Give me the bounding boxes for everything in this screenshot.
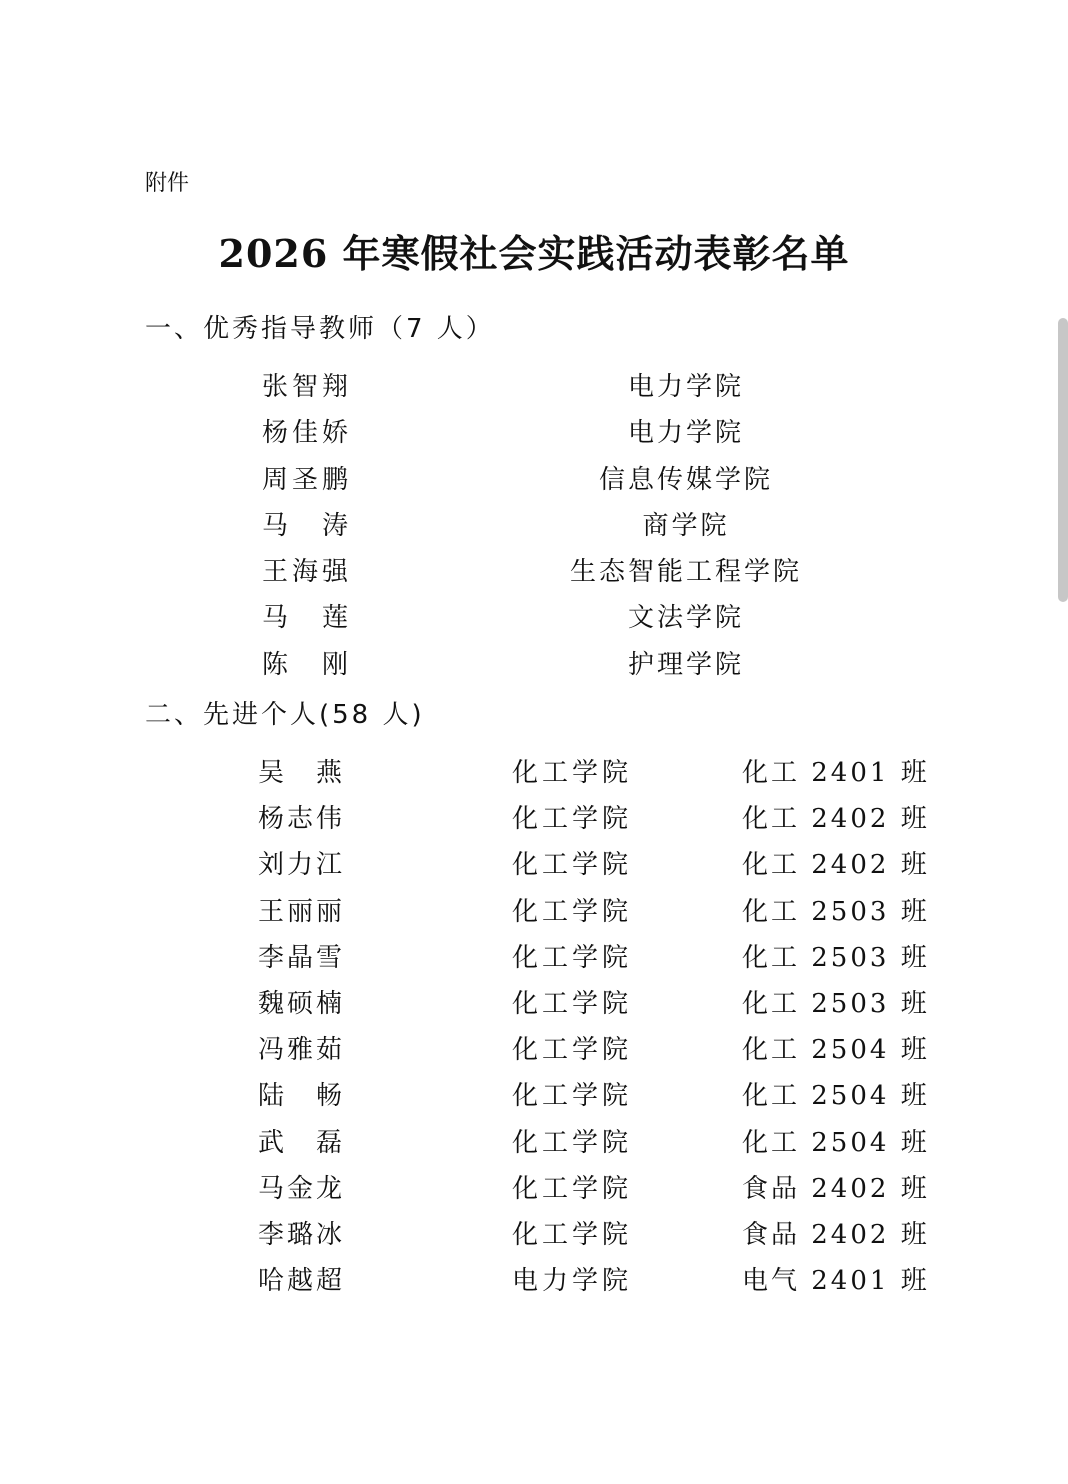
individual-name: 武磊 <box>258 1127 344 1158</box>
list-item <box>0 939 1068 985</box>
attachment-label: 附件 <box>145 171 190 196</box>
individual-name: 吴燕 <box>258 758 344 788</box>
individual-name: 魏硕楠 <box>258 988 344 1019</box>
section-heading-teachers: 一、优秀指导教师（7 人） <box>145 314 495 344</box>
teacher-college: 信息传媒学院 <box>598 464 773 495</box>
teacher-name: 王海强 <box>262 557 350 588</box>
individual-college: 化工学院 <box>512 1219 633 1250</box>
list-item <box>0 646 1068 692</box>
individual-class: 化工 2503 班 <box>742 988 930 1019</box>
list-item <box>0 1216 1068 1262</box>
list-item <box>0 985 1068 1031</box>
individual-college: 化工学院 <box>512 942 633 973</box>
individual-college: 化工学院 <box>512 758 633 788</box>
teacher-college: 电力学院 <box>627 418 744 449</box>
section-heading-individuals: 二、先进个人(58 人) <box>145 700 425 730</box>
teacher-name: 马莲 <box>262 603 350 634</box>
individual-class: 化工 2402 班 <box>742 804 930 835</box>
individual-college: 化工学院 <box>512 1127 633 1158</box>
list-item <box>0 507 1068 553</box>
individual-name: 刘力江 <box>258 850 344 881</box>
teacher-college: 商学院 <box>642 510 730 541</box>
individual-name: 马金龙 <box>258 1173 344 1204</box>
individual-class: 化工 2402 班 <box>742 850 930 881</box>
list-item <box>0 368 1068 414</box>
individual-class: 化工 2503 班 <box>742 896 930 927</box>
list-item <box>0 893 1068 939</box>
list-item <box>0 846 1068 892</box>
teacher-name: 陈刚 <box>262 649 350 680</box>
individual-class: 化工 2503 班 <box>742 942 930 973</box>
teacher-name: 周圣鹏 <box>262 464 350 495</box>
individual-college: 化工学院 <box>512 804 633 835</box>
individual-list <box>0 754 1068 1308</box>
teacher-name: 杨佳娇 <box>262 418 350 449</box>
individual-class: 食品 2402 班 <box>742 1219 930 1250</box>
teacher-college: 护理学院 <box>627 649 744 680</box>
individual-class: 化工 2504 班 <box>742 1127 930 1158</box>
individual-name: 哈越超 <box>258 1266 344 1297</box>
individual-name: 李璐冰 <box>258 1219 344 1250</box>
individual-college: 化工学院 <box>512 1173 633 1204</box>
teacher-name: 马涛 <box>262 510 350 541</box>
scrollbar-thumb[interactable] <box>1058 318 1068 602</box>
teacher-list <box>0 368 1068 692</box>
document-title: 2026 年寒假社会实践活动表彰名单 <box>218 231 850 276</box>
individual-name: 李晶雪 <box>258 942 344 973</box>
individual-name: 冯雅茹 <box>258 1035 344 1066</box>
teacher-college: 生态智能工程学院 <box>569 557 802 588</box>
individual-class: 电气 2401 班 <box>742 1266 930 1297</box>
list-item <box>0 414 1068 460</box>
individual-name: 杨志伟 <box>258 804 344 835</box>
individual-college: 化工学院 <box>512 1035 633 1066</box>
individual-college: 化工学院 <box>512 896 633 927</box>
individual-class: 食品 2402 班 <box>742 1173 930 1204</box>
list-item <box>0 1031 1068 1077</box>
list-item <box>0 553 1068 599</box>
teacher-college: 电力学院 <box>627 372 744 402</box>
individual-college: 电力学院 <box>512 1266 633 1297</box>
list-item <box>0 754 1068 800</box>
individual-name: 王丽丽 <box>258 896 344 927</box>
teacher-name: 张智翔 <box>262 372 350 402</box>
list-item <box>0 1170 1068 1216</box>
individual-class: 化工 2504 班 <box>742 1081 930 1112</box>
teacher-college: 文法学院 <box>627 603 744 634</box>
individual-college: 化工学院 <box>512 850 633 881</box>
list-item <box>0 1262 1068 1308</box>
list-item <box>0 599 1068 645</box>
individual-class: 化工 2401 班 <box>742 758 930 788</box>
list-item <box>0 1124 1068 1170</box>
individual-name: 陆畅 <box>258 1081 344 1112</box>
list-item <box>0 1077 1068 1123</box>
individual-college: 化工学院 <box>512 988 633 1019</box>
list-item <box>0 461 1068 507</box>
individual-class: 化工 2504 班 <box>742 1035 930 1066</box>
individual-college: 化工学院 <box>512 1081 633 1112</box>
list-item <box>0 800 1068 846</box>
